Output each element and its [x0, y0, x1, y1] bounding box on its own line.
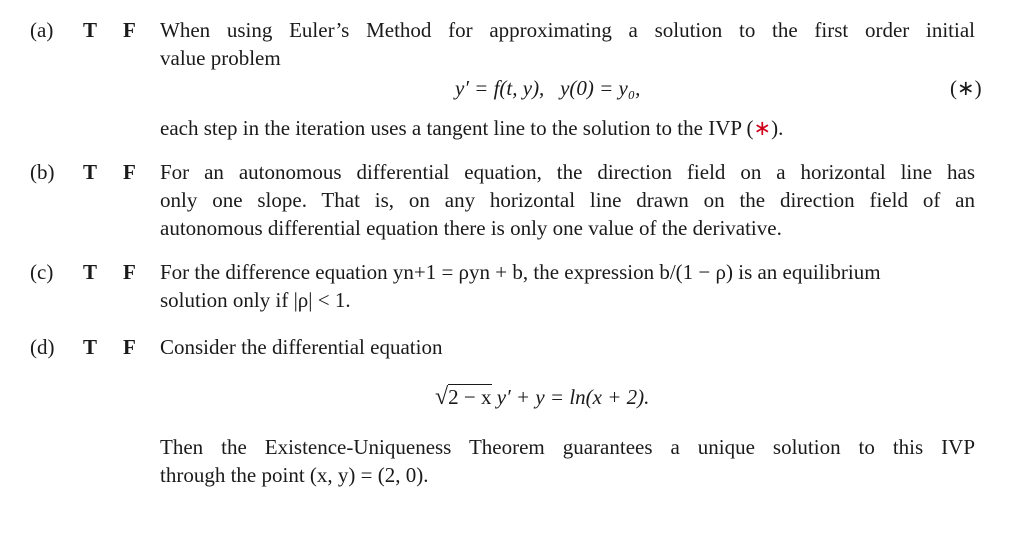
- equation-part: y′ = f(t, y),: [455, 76, 545, 100]
- sqrt-sign: √: [435, 384, 449, 410]
- question-label: (c): [30, 260, 54, 284]
- text-fragment: ).: [771, 116, 784, 140]
- question-text: [160, 16, 975, 72]
- text-line: [160, 114, 975, 142]
- question-label: (d): [30, 335, 55, 359]
- true-option[interactable]: T: [83, 18, 98, 42]
- equation-part: y′ + y = ln(x + 2).: [496, 385, 650, 409]
- text-fragment: each step in the iteration uses a tangent line to the solution to the IVP (: [160, 116, 754, 140]
- question-label: (a): [30, 18, 54, 42]
- text-line: autonomous differential equation there is only one value of the derivative.: [160, 216, 782, 240]
- text-line: through the point (x, y) = (2, 0).: [160, 463, 429, 487]
- false-option[interactable]: F: [123, 160, 136, 184]
- sqrt-radicand: 2 − x: [448, 385, 492, 409]
- equation-part: y(0) = y₀,: [560, 76, 641, 100]
- text-fragment: For the difference equation: [160, 260, 388, 284]
- difference-equation: yn+1 = ρyn + b, the expression b/(1 − ρ) is an equilibrium: [392, 260, 881, 284]
- text-line: For an autonomous differential equation, the direction field on a horizontal line has: [160, 160, 975, 184]
- text-line: only one slope. That is, on any horizontal line drawn on the direction field of an: [160, 188, 975, 212]
- equation-tag: (∗): [950, 76, 982, 100]
- text-line: [160, 258, 975, 286]
- question-label: (b): [30, 160, 55, 184]
- text-line: value problem: [160, 46, 281, 70]
- question-text: [160, 114, 975, 142]
- false-option[interactable]: F: [123, 260, 136, 284]
- text-line: Then the Existence-Uniqueness Theorem guarantees a unique solution to this IVP: [160, 435, 975, 459]
- text-line: solution only if |ρ| < 1.: [160, 288, 351, 312]
- true-option[interactable]: T: [83, 335, 98, 359]
- question-text: [160, 258, 975, 314]
- question-text: [160, 433, 975, 489]
- equation: [455, 74, 640, 102]
- false-option[interactable]: F: [123, 335, 136, 359]
- text-line: When using Euler’s Method for approximating a solution to the first order initial: [160, 18, 975, 42]
- equation: [435, 383, 649, 411]
- question-text: [160, 158, 975, 242]
- true-option[interactable]: T: [83, 160, 98, 184]
- false-option[interactable]: F: [123, 18, 136, 42]
- text-line: Consider the differential equation: [160, 335, 443, 359]
- true-option[interactable]: T: [83, 260, 98, 284]
- star-reference: ∗: [753, 116, 772, 140]
- question-text: [160, 333, 975, 361]
